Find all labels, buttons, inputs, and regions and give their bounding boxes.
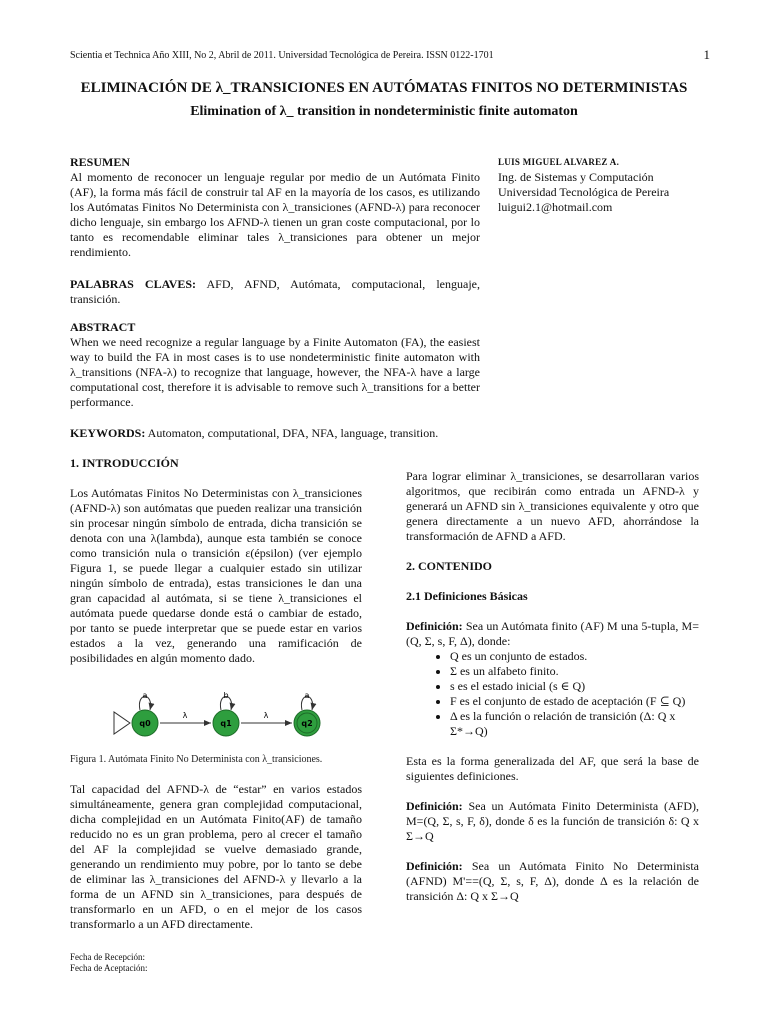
def2-text: Sea un Autómata Finito Determinista (AFD), M=(Q, Σ, s, F, δ), donde δ es la función de transición δ: Q x Σ→Q <box>406 799 699 843</box>
palabras-text: AFD, AFND, Autómata, computacional, lenguaje, transición. <box>70 277 480 306</box>
author-email: luigui2.1@hotmail.com <box>498 200 613 214</box>
edge-label-1: λ <box>182 711 188 720</box>
state-label-q0: q0 <box>139 719 151 728</box>
def3-text: Sea un Autómata Finito No Determinista (AFND) M'==(Q, Σ, s, F, Δ), donde Δ es la relación de transición Δ: Q x Σ→Q <box>406 859 699 903</box>
author-dept: Ing. de Sistemas y Computación <box>498 170 654 184</box>
palabras-claves <box>70 277 480 307</box>
intro-paragraph-2-block <box>70 782 362 932</box>
state-label-q1: q1 <box>220 719 232 728</box>
loop-label-q0: a <box>142 692 148 700</box>
right-paragraph-1: Para lograr eliminar λ_transiciones, se desarrollaran varios algoritmos, que recibirán como entrada un AFND-λ y generará un AFND sin λ_transiciones equivalente y otro que genera directamente a un nuevo AFD, ahorrándose la transformación de AFND a AFD. <box>406 469 699 543</box>
def1-text: Sea un Autómata finito (AF) M una 5-tupla, M=(Q, Σ, s, F, Δ), donde: <box>406 619 699 648</box>
definition-bullets <box>406 649 699 739</box>
author-university: Universidad Tecnológica de Pereira <box>498 185 670 199</box>
definiciones-heading: 2.1 Definiciones Básicas <box>406 589 528 603</box>
fecha-aceptacion: Fecha de Aceptación: <box>70 963 148 973</box>
list-item: • Q es un conjunto de estados. <box>450 649 699 664</box>
state-label-q2: q2 <box>301 719 313 728</box>
def1-label: Definición: <box>406 619 463 633</box>
resumen-text: Al momento de reconocer un lenguaje regular por medio de un Autómata Finito (AF), la forma más fácil de construir tal AF en la mayoría de los casos, es utilizando los Autómatas Finitos No Determinista con λ_transiciones (AFND-λ) para reconocer dicho lenguaje, sin embargo los AFND-λ tienen un gran coste computacional, por lo tanto es recomendable eliminar tales λ_transiciones para obtener un mejor rendimiento. <box>70 170 480 259</box>
paper-title: ELIMINACIÓN DE λ_TRANSICIONES EN AUTÓMATAS FINITOS NO DETERMINISTAS <box>80 80 688 96</box>
list-item: • s es el estado inicial (s ∈ Q) <box>450 679 699 694</box>
figure-caption: Figura 1. Autómata Finito No Determinista con λ_transiciones. <box>70 754 323 765</box>
keywords-label: KEYWORDS: <box>70 426 146 440</box>
palabras-label: PALABRAS CLAVES: <box>70 277 197 291</box>
abstract-heading: ABSTRACT <box>70 320 136 334</box>
abstract-text: When we need recognize a regular language by a Finite Automaton (FA), the easiest way to build the FA in most cases is to use nondeterministic finite automaton with λ_transitions (NFA-λ) to recognize that language, however, the NFA-λ have a large computational cost, therefore it is advisable to remove such λ_transitions for a better performance. <box>70 335 480 409</box>
def2-label: Definición: <box>406 799 463 813</box>
fecha-recepcion: Fecha de Recepción: <box>70 952 145 962</box>
general-form-text: Esta es la forma generalizada del AF, que será la base de siguientes definiciones. <box>406 754 699 783</box>
author-name: LUIS MIGUEL ALVAREZ A. <box>498 157 620 167</box>
intro-section <box>70 456 362 666</box>
abstract-section <box>70 320 480 410</box>
running-header <box>70 47 710 62</box>
intro-paragraph-1: Los Autómatas Finitos No Deterministas con λ_transiciones (AFND-λ) son autómatas que pueden realizar una transición sin procesar ningún símbolo de entrada, dicha transición se denota con una λ(lambda), aunque esta también se conoce como transición nula o transición ε(épsilon) (ver ejemplo Figura 1, se puede llegar a cualquier estado sin utilizar ningún símbolo de entrada), estas transiciones le dan una gran capacidad al autómata, si se tiene λ_transiciones el autómata puede quedarse donde está o cambiar de estado, por tanto se puede interpretar que se puede estar en varios estados a la vez, generando una ramificación de posibilidades en algún momento dado. <box>70 486 362 665</box>
def3-label: Definición: <box>406 859 463 873</box>
author-block <box>498 155 728 215</box>
intro-heading: 1. INTRODUCCIÓN <box>70 456 179 470</box>
start-arrow <box>114 712 130 734</box>
page-number: 1 <box>703 47 710 62</box>
loop-label-q2: a <box>304 692 310 700</box>
keywords <box>70 426 480 441</box>
edge-label-2: λ <box>263 711 269 720</box>
intro-paragraph-2: Tal capacidad del AFND-λ de “estar” en varios estados simultáneamente, genera gran complejidad computacional, dicha complejidad en un Autómata Finito(AF) de tamaño reducido no es un gran problema, pero al crecer el tamaño del AF la complejidad se vuelve demasiado grande, generando un rendimiento muy pobre, por lo tanto se debe de eliminar las λ_transiciones del AFND-λ y llevarlo a la forma de un AFND sin λ_transiciones, para después de transformarlo en un AFD, o en el mejor de los casos transformarlo a un AFD directamente. <box>70 782 362 931</box>
resumen-heading: RESUMEN <box>70 155 131 169</box>
list-item: • Δ es la función o relación de transición (Δ: Q x Σ*→Q) <box>450 709 699 739</box>
keywords-text: Automaton, computational, DFA, NFA, language, transition. <box>145 426 439 440</box>
loop-label-q1: b <box>223 692 229 700</box>
list-item: • Σ es un alfabeto finito. <box>450 664 699 679</box>
contenido-heading: 2. CONTENIDO <box>406 559 493 573</box>
fechas-block <box>70 952 147 974</box>
resumen-section <box>70 155 480 260</box>
journal-line: Scientia et Technica Año XIII, No 2, Abril de 2011. Universidad Tecnológica de Pereira. ISSN 0122-1701 <box>70 50 494 61</box>
right-column <box>406 469 699 904</box>
paper-subtitle: Elimination of λ_ transition in nondeterministic finite automaton <box>190 104 578 119</box>
list-item: • F es el conjunto de estado de aceptación (F ⊆ Q) <box>450 694 699 709</box>
